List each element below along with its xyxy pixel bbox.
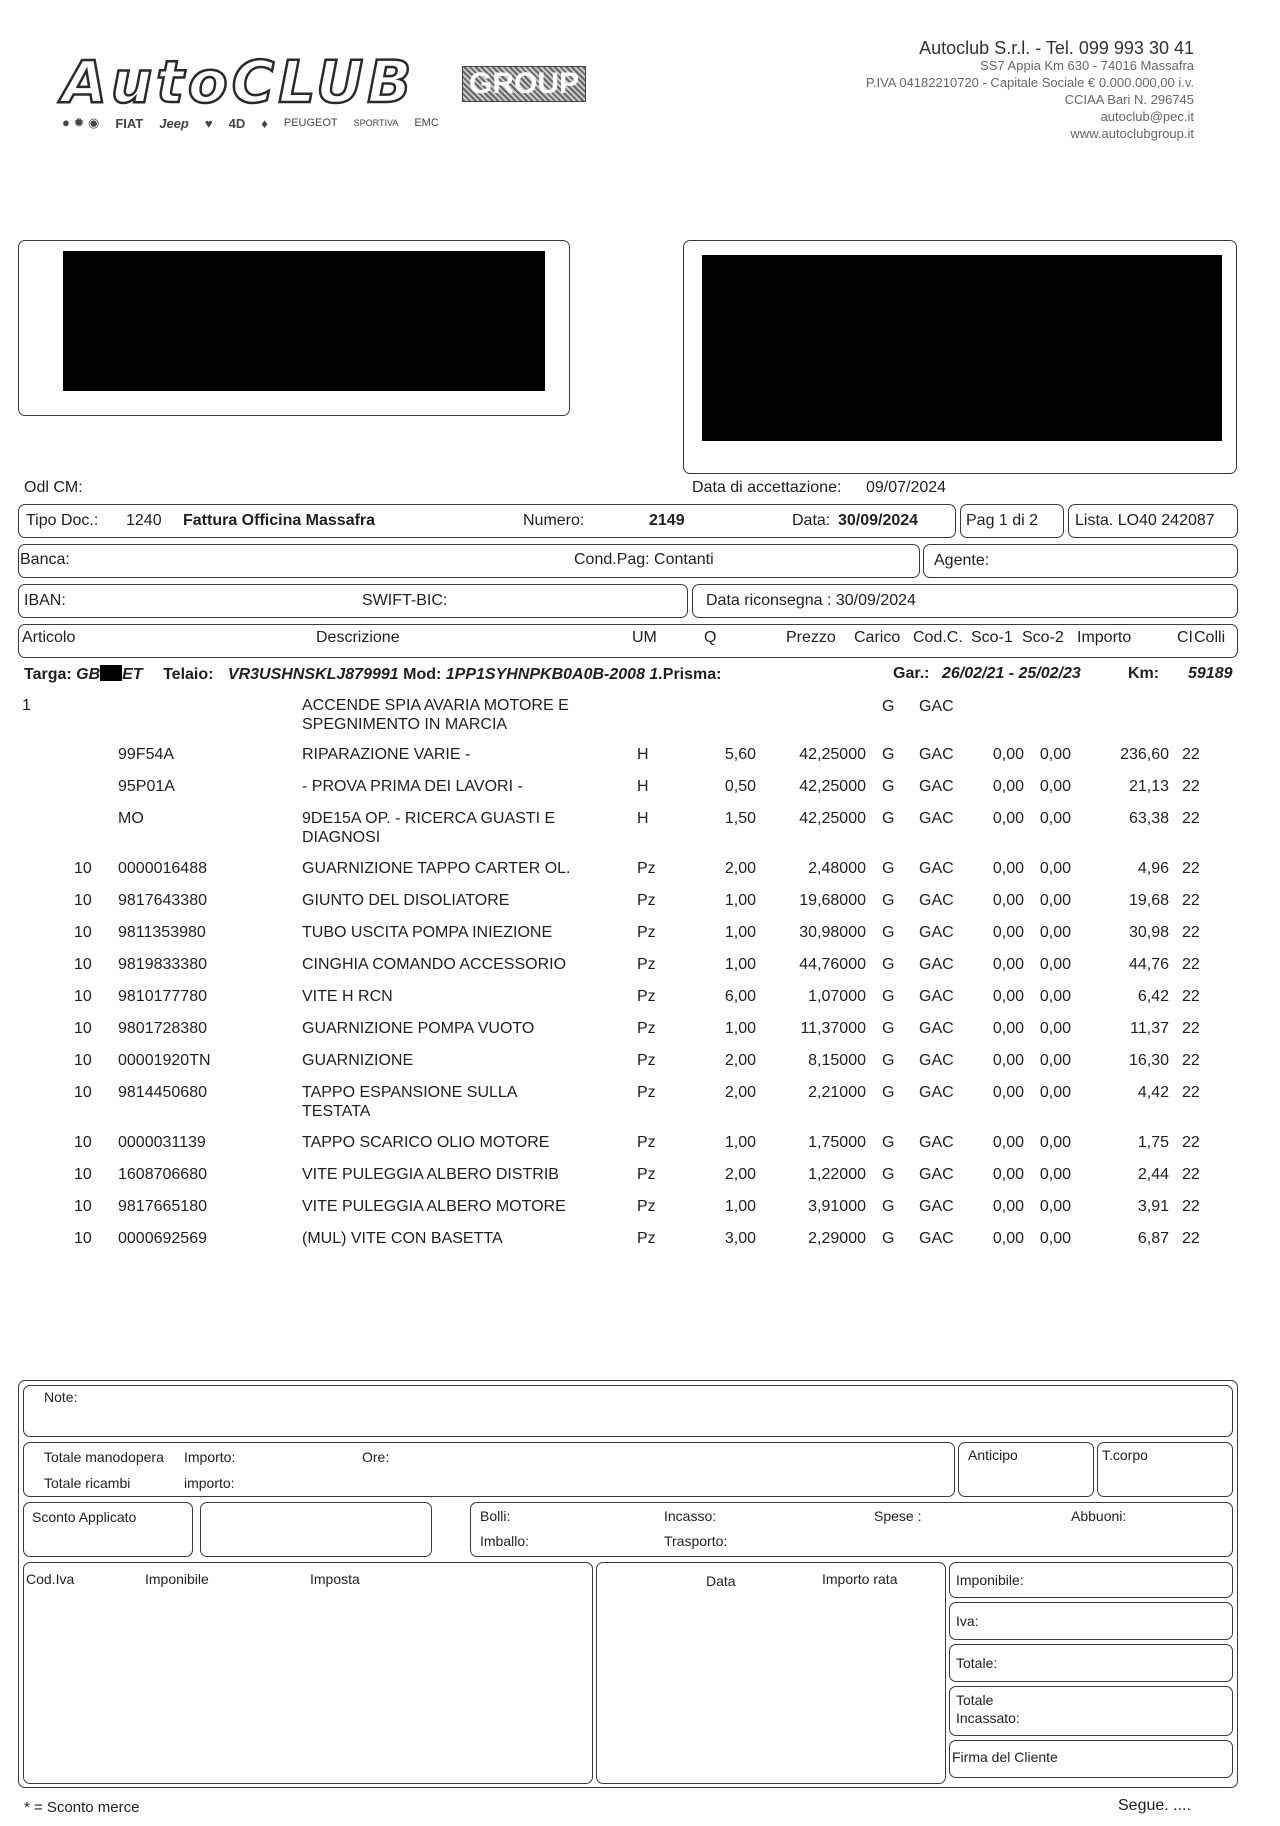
cell-prezzo: 44,76000 xyxy=(799,956,866,973)
cell-codc: GAC xyxy=(919,1134,954,1151)
cell-quantita: 2,00 xyxy=(724,860,756,877)
cell-sco1: 0,00 xyxy=(992,1166,1024,1183)
cell-prezzo: 19,68000 xyxy=(799,892,866,909)
cell-carico: G xyxy=(882,860,895,877)
cell-prezzo: 1,07000 xyxy=(808,988,866,1005)
cell-prezzo: 2,21000 xyxy=(808,1084,866,1101)
cell-carico: G xyxy=(882,956,895,973)
tipo-name: Fattura Officina Massafra xyxy=(183,512,376,529)
cell-articolo: 9801728380 xyxy=(118,1020,207,1037)
cell-quantita: 1,00 xyxy=(724,1134,756,1151)
cell-prezzo: 42,25000 xyxy=(799,778,866,795)
company-pec: autoclub@pec.it xyxy=(1100,109,1194,124)
cell-prezzo: 1,75000 xyxy=(808,1134,866,1151)
cell-importo: 4,42 xyxy=(1137,1084,1169,1101)
cell-codc: GAC xyxy=(919,924,954,941)
cell-importo: 19,68 xyxy=(1128,892,1169,909)
cell-ci: 22 xyxy=(1182,810,1200,827)
cell-ci: 22 xyxy=(1182,778,1200,795)
cell-sco2: 0,00 xyxy=(1039,1166,1071,1183)
cell-quantita: 2,00 xyxy=(724,1084,756,1101)
swift-label: SWIFT-BIC: xyxy=(362,592,448,609)
imponibile-label: Imponibile: xyxy=(956,1572,1024,1588)
company-address: SS7 Appia Km 630 - 74016 Massafra xyxy=(980,58,1194,73)
banca-box xyxy=(18,544,920,578)
sconto-label: Sconto Applicato xyxy=(32,1509,137,1525)
brand-badge-icon: ♥ xyxy=(204,115,213,131)
cell-articolo: 0000692569 xyxy=(118,1230,207,1247)
cell-descrizione: CINGHIA COMANDO ACCESSORIO xyxy=(302,956,567,973)
cell-descrizione: GIUNTO DEL DISOLIATORE xyxy=(302,892,510,909)
cell-sco2: 0,00 xyxy=(1039,1230,1071,1247)
cell-quantita: 0,50 xyxy=(724,778,756,795)
km-label: Km: xyxy=(1128,665,1160,682)
cell-carico: G xyxy=(882,810,895,827)
cell-ci: 22 xyxy=(1182,746,1200,763)
cell-articolo: 95P01A xyxy=(118,778,175,795)
cell-carico: G xyxy=(882,1020,895,1037)
targa-suffix: ET xyxy=(122,666,143,683)
cell-class: 10 xyxy=(74,924,92,941)
cell-ci: 22 xyxy=(1182,1052,1200,1069)
cell-prezzo: 3,91000 xyxy=(808,1198,866,1215)
cell-sco1: 0,00 xyxy=(992,924,1024,941)
cell-prezzo: 30,98000 xyxy=(799,924,866,941)
cell-codc: GAC xyxy=(919,1230,954,1247)
col-importo: Importo xyxy=(1077,629,1132,646)
cell-carico: G xyxy=(882,1166,895,1183)
cell-descrizione: (MUL) VITE CON BASETTA xyxy=(302,1230,503,1247)
cell-importo: 30,98 xyxy=(1128,924,1169,941)
segue-note: Segue. .... xyxy=(1118,1797,1191,1814)
note-label: Note: xyxy=(44,1389,78,1405)
cell-articolo: 9817643380 xyxy=(118,892,207,909)
cell-sco1: 0,00 xyxy=(992,778,1024,795)
cell-descrizione: GUARNIZIONE xyxy=(302,1052,414,1069)
cell-importo: 2,44 xyxy=(1137,1166,1169,1183)
note-box xyxy=(23,1385,1233,1437)
col-q: Q xyxy=(704,629,717,646)
cell-um: Pz xyxy=(637,1198,656,1215)
brand-sportiva: SPORTIVA xyxy=(353,118,399,128)
cell-carico: G xyxy=(882,988,895,1005)
tot-ricambi-importo-label: importo: xyxy=(184,1475,235,1491)
intervention-number: 1 xyxy=(22,697,31,714)
cell-class: 10 xyxy=(74,1198,92,1215)
cell-um: Pz xyxy=(637,1230,656,1247)
cell-class: 10 xyxy=(74,988,92,1005)
cell-articolo: 9819833380 xyxy=(118,956,207,973)
cell-descrizione: VITE PULEGGIA ALBERO MOTORE xyxy=(302,1198,566,1215)
cell-codc: GAC xyxy=(919,956,954,973)
cell-descrizione: GUARNIZIONE TAPPO CARTER OL. xyxy=(302,860,571,877)
cell-sco1: 0,00 xyxy=(992,892,1024,909)
company-vat: P.IVA 04182210720 - Capitale Sociale € 0.000.000,00 i.v. xyxy=(865,75,1194,90)
codiva-col: Cod.Iva xyxy=(26,1571,75,1587)
cell-carico: G xyxy=(882,1084,895,1101)
cell-codc: GAC xyxy=(919,988,954,1005)
cell-class: 10 xyxy=(74,1134,92,1151)
cell-ci: 22 xyxy=(1182,860,1200,877)
imballo-label: Imballo: xyxy=(480,1533,530,1549)
cell-ci: 22 xyxy=(1182,1134,1200,1151)
iva-table-box xyxy=(23,1562,593,1784)
cell-ci: 22 xyxy=(1182,1084,1200,1101)
cell-sco1: 0,00 xyxy=(992,956,1024,973)
cell-carico: G xyxy=(882,778,895,795)
cell-carico: G xyxy=(882,892,895,909)
tot-ricambi-label: Totale ricambi xyxy=(44,1475,131,1491)
cell-um: Pz xyxy=(637,1084,656,1101)
company-web: www.autoclubgroup.it xyxy=(1070,126,1194,141)
abbuoni-label: Abbuoni: xyxy=(1071,1508,1127,1524)
brand-fiat: FIAT xyxy=(115,115,144,131)
cell-carico: G xyxy=(882,1052,895,1069)
company-info xyxy=(720,40,1194,142)
cell-um: Pz xyxy=(637,1052,656,1069)
cell-sco2: 0,00 xyxy=(1039,988,1071,1005)
cell-sco2: 0,00 xyxy=(1039,892,1071,909)
cell-sco2: 0,00 xyxy=(1039,1084,1071,1101)
mod-value: 1PP1SYHNPKB0A0B-2008 1. xyxy=(445,666,663,683)
cell-sco2: 0,00 xyxy=(1039,924,1071,941)
cell-sco2: 0,00 xyxy=(1039,1198,1071,1215)
cell-articolo: 00001920TN xyxy=(118,1052,211,1069)
cell-um: Pz xyxy=(637,1134,656,1151)
cell-importo: 63,38 xyxy=(1128,810,1169,827)
lista-value: Lista. LO40 242087 xyxy=(1075,512,1215,529)
cell-prezzo: 2,29000 xyxy=(808,1230,866,1247)
cell-um: Pz xyxy=(637,924,656,941)
col-articolo: Articolo xyxy=(22,629,76,646)
cell-prezzo: 2,48000 xyxy=(808,860,866,877)
cell-quantita: 2,00 xyxy=(724,1166,756,1183)
cell-prezzo: 11,37000 xyxy=(800,1020,866,1037)
telaio-label: Telaio: xyxy=(163,666,214,683)
imponibile-col: Imponibile xyxy=(145,1571,209,1587)
cell-importo: 4,96 xyxy=(1137,860,1169,877)
intervention-carico: G xyxy=(882,698,895,715)
recipient-box xyxy=(683,240,1237,474)
redacted-block xyxy=(702,255,1222,441)
cell-importo: 1,75 xyxy=(1137,1134,1169,1151)
cell-codc: GAC xyxy=(919,778,954,795)
cell-codc: GAC xyxy=(919,1052,954,1069)
gar-value: 26/02/21 - 25/02/23 xyxy=(942,665,1081,682)
brand-jeep: Jeep xyxy=(159,115,189,131)
cell-codc: GAC xyxy=(919,746,954,763)
cell-articolo: 9814450680 xyxy=(118,1084,207,1101)
cell-quantita: 3,00 xyxy=(724,1230,756,1247)
cell-class: 10 xyxy=(74,860,92,877)
cell-quantita: 2,00 xyxy=(724,1052,756,1069)
cell-sco2: 0,00 xyxy=(1039,956,1071,973)
cell-um: Pz xyxy=(637,860,656,877)
cell-prezzo: 42,25000 xyxy=(799,746,866,763)
numero-label: Numero: xyxy=(523,512,585,529)
targa-redaction xyxy=(100,665,122,681)
cell-um: Pz xyxy=(637,1020,656,1037)
cell-articolo: 0000016488 xyxy=(118,860,207,877)
cell-codc: GAC xyxy=(919,860,954,877)
brand-peugeot: PEUGEOT xyxy=(283,117,338,129)
cell-ci: 22 xyxy=(1182,956,1200,973)
cell-quantita: 1,00 xyxy=(724,892,756,909)
bolli-label: Bolli: xyxy=(480,1508,511,1524)
firma-label: Firma del Cliente xyxy=(952,1749,1058,1765)
cell-class: 10 xyxy=(74,892,92,909)
cell-quantita: 1,50 xyxy=(724,810,756,827)
incasso-label: Incasso: xyxy=(664,1508,717,1524)
iva-label: Iva: xyxy=(956,1613,979,1629)
cell-ci: 22 xyxy=(1182,1020,1200,1037)
cell-prezzo: 1,22000 xyxy=(808,1166,866,1183)
cell-importo: 6,42 xyxy=(1137,988,1169,1005)
col-carico: Carico xyxy=(854,629,901,646)
cell-class: 10 xyxy=(74,956,92,973)
col-um: UM xyxy=(632,629,657,646)
data-label: Data: xyxy=(792,512,831,529)
tot-incassato-label-1: Totale xyxy=(956,1692,994,1708)
data-value: 30/09/2024 xyxy=(838,512,919,529)
tot-mano-importo-label: Importo: xyxy=(184,1449,236,1465)
cell-sco1: 0,00 xyxy=(992,1134,1024,1151)
cell-sco2: 0,00 xyxy=(1039,746,1071,763)
cell-articolo: 0000031139 xyxy=(118,1134,206,1151)
cell-importo: 11,37 xyxy=(1130,1020,1169,1037)
ore-label: Ore: xyxy=(362,1449,390,1465)
cell-quantita: 1,00 xyxy=(724,1020,756,1037)
cell-carico: G xyxy=(882,1198,895,1215)
cell-quantita: 1,00 xyxy=(724,956,756,973)
numero-value: 2149 xyxy=(649,512,685,529)
col-colli: Colli xyxy=(1194,629,1226,646)
cell-sco1: 0,00 xyxy=(992,1052,1024,1069)
cell-descrizione: VITE PULEGGIA ALBERO DISTRIB xyxy=(302,1166,559,1183)
cell-sco1: 0,00 xyxy=(992,1020,1024,1037)
sender-box xyxy=(18,240,570,416)
cell-sco1: 0,00 xyxy=(992,988,1024,1005)
cond-pag: Cond.Pag: Contanti xyxy=(574,551,714,568)
cell-ci: 22 xyxy=(1182,892,1200,909)
intervention-desc-1: ACCENDE SPIA AVARIA MOTORE E xyxy=(302,697,569,714)
cell-um: H xyxy=(637,810,649,827)
km-value: 59189 xyxy=(1188,665,1233,682)
accept-date: 09/07/2024 xyxy=(866,479,947,496)
cell-ci: 22 xyxy=(1182,1230,1200,1247)
cell-class: 10 xyxy=(74,1020,92,1037)
col-ci: CI xyxy=(1177,629,1193,646)
cell-articolo: 9810177780 xyxy=(118,988,207,1005)
cell-sco2: 0,00 xyxy=(1039,778,1071,795)
iva-box xyxy=(949,1602,1233,1640)
brand-lion-icon: ♦ xyxy=(261,115,268,131)
tcorpo-label: T.corpo xyxy=(1102,1447,1148,1463)
cell-sco2: 0,00 xyxy=(1039,1134,1071,1151)
cell-um: H xyxy=(637,778,649,795)
cell-quantita: 1,00 xyxy=(724,1198,756,1215)
cell-carico: G xyxy=(882,1134,895,1151)
col-descrizione: Descrizione xyxy=(316,629,400,646)
cell-sco1: 0,00 xyxy=(992,810,1024,827)
iban-box xyxy=(18,584,688,618)
brand-emc: EMC xyxy=(414,117,439,129)
cell-importo: 3,91 xyxy=(1137,1198,1169,1215)
agente-label: Agente: xyxy=(934,552,990,569)
cell-sco2: 0,00 xyxy=(1039,1052,1071,1069)
cell-descrizione: 9DE15A OP. - RICERCA GUASTI E xyxy=(302,810,556,827)
totale-label: Totale: xyxy=(956,1655,998,1671)
sconto-merce-note: * = Sconto merce xyxy=(24,1799,140,1816)
cell-importo: 44,76 xyxy=(1128,956,1169,973)
rate-table-box xyxy=(596,1562,946,1784)
cell-class: 10 xyxy=(74,1166,92,1183)
spese-label: Spese : xyxy=(874,1508,922,1524)
page-indicator: Pag 1 di 2 xyxy=(966,512,1039,529)
cell-descrizione: RIPARAZIONE VARIE - xyxy=(302,746,471,763)
cell-sco2: 0,00 xyxy=(1039,1020,1071,1037)
cell-codc: GAC xyxy=(919,1084,954,1101)
prisma-label: Prisma: xyxy=(662,666,722,683)
cell-sco2: 0,00 xyxy=(1039,860,1071,877)
accept-label: Data di accettazione: xyxy=(692,479,842,496)
cell-codc: GAC xyxy=(919,1166,954,1183)
gar-label: Gar.: xyxy=(893,665,930,682)
redacted-block xyxy=(63,251,545,391)
cell-sco1: 0,00 xyxy=(992,1084,1024,1101)
col-prezzo: Prezzo xyxy=(786,629,836,646)
telaio-value: VR3USHNSKLJ879991 xyxy=(227,666,399,683)
iban-label: IBAN: xyxy=(24,592,66,609)
tipo-code: 1240 xyxy=(126,512,162,529)
cell-sco2: 0,00 xyxy=(1039,810,1071,827)
cell-codc: GAC xyxy=(919,1020,954,1037)
intervention-codc: GAC xyxy=(919,698,954,715)
cell-quantita: 1,00 xyxy=(724,924,756,941)
cell-sco1: 0,00 xyxy=(992,1230,1024,1247)
logo-wordmark: AutoCLUB xyxy=(62,48,416,116)
cell-ci: 22 xyxy=(1182,988,1200,1005)
brand-4d: 4D xyxy=(228,115,246,131)
imposta-col: Imposta xyxy=(310,1571,360,1587)
cell-descrizione: - PROVA PRIMA DEI LAVORI - xyxy=(302,778,523,795)
cell-carico: G xyxy=(882,1230,895,1247)
cell-importo: 236,60 xyxy=(1120,746,1169,763)
cell-prezzo: 8,15000 xyxy=(808,1052,866,1069)
tot-mano-label: Totale manodopera xyxy=(44,1449,164,1465)
cell-articolo: 1608706680 xyxy=(118,1166,207,1183)
cell-sco1: 0,00 xyxy=(992,1198,1024,1215)
cell-descrizione-cont: TESTATA xyxy=(302,1103,371,1120)
cell-class: 10 xyxy=(74,1084,92,1101)
cell-codc: GAC xyxy=(919,892,954,909)
col-sco1: Sco-1 xyxy=(971,629,1013,646)
targa-prefix: GB xyxy=(76,666,101,683)
data-col: Data xyxy=(706,1573,736,1589)
cell-class: 10 xyxy=(74,1052,92,1069)
company-name: Autoclub S.r.l. - Tel. 099 993 30 41 xyxy=(919,38,1194,58)
riconsegna-date: Data riconsegna : 30/09/2024 xyxy=(706,592,916,609)
cell-articolo: 99F54A xyxy=(118,746,175,763)
intervention-desc-2: SPEGNIMENTO IN MARCIA xyxy=(302,716,508,733)
brand-circle-icon: ● ✹ ◉ xyxy=(62,115,100,130)
cell-importo: 21,13 xyxy=(1128,778,1169,795)
cell-codc: GAC xyxy=(919,810,954,827)
company-rea: CCIAA Bari N. 296745 xyxy=(1064,92,1194,107)
cell-sco1: 0,00 xyxy=(992,746,1024,763)
banca-label: Banca: xyxy=(20,551,70,568)
trasporto-label: Trasporto: xyxy=(664,1533,728,1549)
cell-ci: 22 xyxy=(1182,1166,1200,1183)
company-logo xyxy=(62,48,642,116)
cell-class: 10 xyxy=(74,1230,92,1247)
odl-label: Odl CM: xyxy=(24,479,83,496)
cell-descrizione: TUBO USCITA POMPA INIEZIONE xyxy=(302,924,553,941)
cell-um: Pz xyxy=(637,892,656,909)
cell-descrizione: TAPPO ESPANSIONE SULLA xyxy=(302,1084,518,1101)
cell-ci: 22 xyxy=(1182,1198,1200,1215)
cell-um: H xyxy=(637,746,649,763)
cell-descrizione: VITE H RCN xyxy=(302,988,393,1005)
cell-um: Pz xyxy=(637,1166,656,1183)
cell-articolo: 9817665180 xyxy=(118,1198,207,1215)
col-codc: Cod.C. xyxy=(913,629,963,646)
brand-logos-row xyxy=(62,112,622,134)
cell-carico: G xyxy=(882,746,895,763)
cell-importo: 16,30 xyxy=(1128,1052,1169,1069)
importo-rata-col: Importo rata xyxy=(822,1571,898,1587)
cell-articolo: MO xyxy=(118,810,144,827)
cell-quantita: 6,00 xyxy=(724,988,756,1005)
mod-label: Mod: xyxy=(403,666,442,683)
cell-descrizione: TAPPO SCARICO OLIO MOTORE xyxy=(302,1134,550,1151)
cell-articolo: 9811353980 xyxy=(118,924,206,941)
cell-codc: GAC xyxy=(919,1198,954,1215)
tipo-label: Tipo Doc.: xyxy=(26,512,99,529)
logo-group-badge: GROUP xyxy=(462,66,586,102)
col-sco2: Sco-2 xyxy=(1022,629,1064,646)
sconto-value-box xyxy=(200,1502,432,1557)
targa-label: Targa: xyxy=(24,666,72,683)
cell-ci: 22 xyxy=(1182,924,1200,941)
cell-descrizione: GUARNIZIONE POMPA VUOTO xyxy=(302,1020,535,1037)
tot-incassato-label-2: Incassato: xyxy=(956,1710,1020,1726)
cell-carico: G xyxy=(882,924,895,941)
cell-um: Pz xyxy=(637,956,656,973)
cell-prezzo: 42,25000 xyxy=(799,810,866,827)
cell-quantita: 5,60 xyxy=(724,746,756,763)
cell-sco1: 0,00 xyxy=(992,860,1024,877)
anticipo-label: Anticipo xyxy=(968,1447,1018,1463)
cell-um: Pz xyxy=(637,988,656,1005)
cell-importo: 6,87 xyxy=(1137,1230,1169,1247)
cell-descrizione-cont: DIAGNOSI xyxy=(302,829,381,846)
